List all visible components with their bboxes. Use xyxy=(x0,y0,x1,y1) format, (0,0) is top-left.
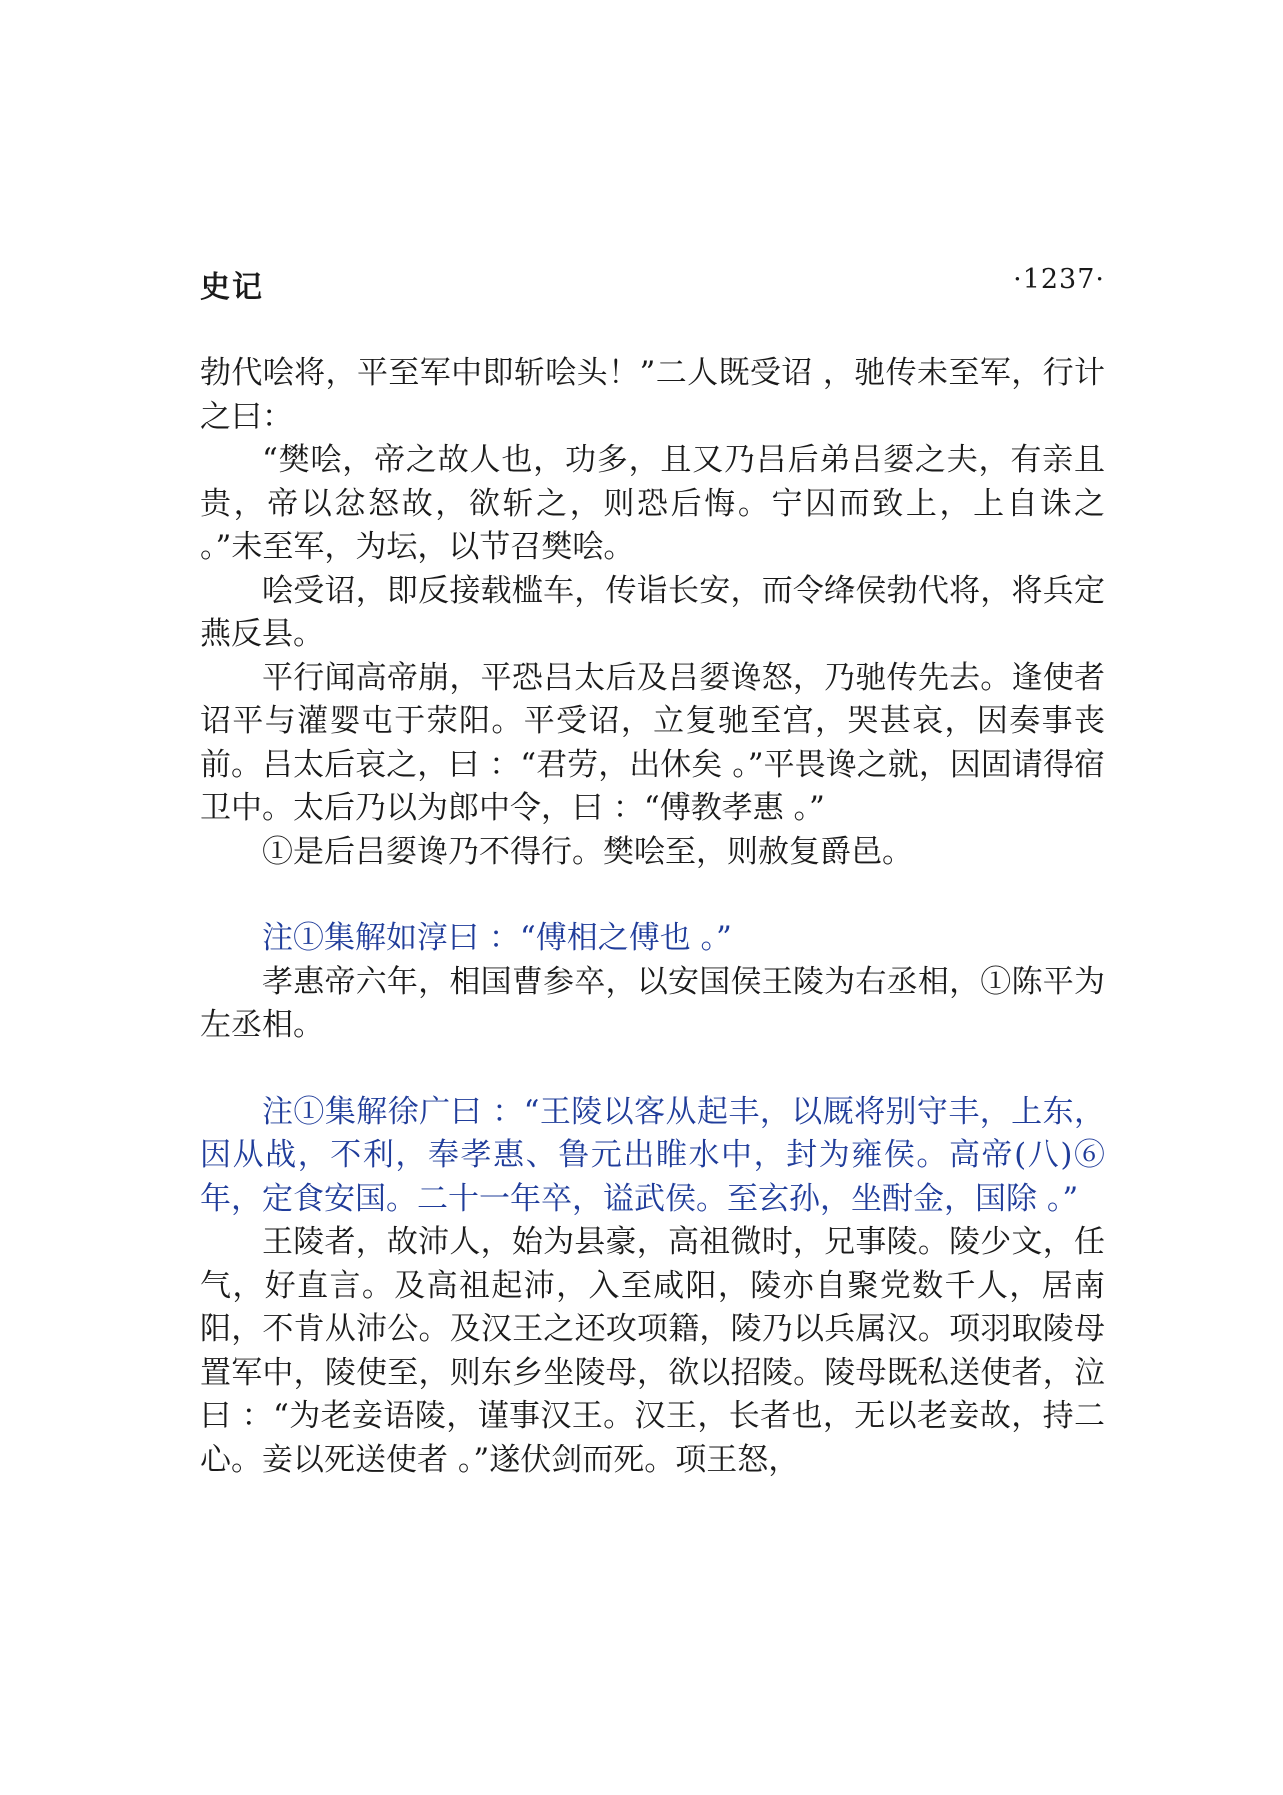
footnote: 注①集解徐广曰 ：“王陵以客从起丰，以厩将别守丰，上东，因从战，不利，奉孝惠、鲁元出睢水中，封为雍侯。高帝(八)⑥年，定食安国。二十一年卒，谥武侯。至玄孙，坐酎金，国除 。” xyxy=(200,1093,1105,1217)
paragraph: ①是后吕媭谗乃不得行。樊哙至，则赦复爵邑。 xyxy=(262,833,913,870)
book-title: 史记 xyxy=(200,270,264,305)
paragraph: 王陵者，故沛人，始为县豪，高祖微时，兄事陵。陵少文，任气，好直言。及高祖起沛，入至咸阳，陵亦自聚党数千人，居南阳，不肯从沛公。及汉王之还攻项籍，陵乃以兵属汉。项羽取陵母置军中，陵使至，则东乡坐陵母，欲以招陵。陵母既私送使者，泣曰 ：“为老妾语陵，谨事汉王。汉王，长者也，无以老妾故，持二心。妾以死送使者 。”遂伏剑而死。项王怒， xyxy=(200,1224,1105,1478)
spacer xyxy=(200,874,1105,917)
footnote: 注①集解如淳曰 ：“傅相之傅也 。” xyxy=(262,920,732,956)
paragraph: 平行闻高帝崩，平恐吕太后及吕媭谗怒，乃驰传先去。逢使者诏平与灌婴屯于荥阳。平受诏，立复驰至宫，哭甚哀，因奏事丧前。吕太后哀之，曰 ：“君劳，出休矣 。”平畏谗之就，因固请得宿卫中。太后乃以为郎中令，曰 ：“傅教孝惠 。” xyxy=(200,659,1105,826)
paragraph: 哙受诏，即反接载槛车，传诣长安，而令绛侯勃代将，将兵定燕反县。 xyxy=(200,572,1105,652)
paragraph: “樊哙，帝之故人也，功多，且又乃吕后弟吕媭之夫，有亲且贵，帝以忿怒故，欲斩之，则恐后悔。宁囚而致上，上自诛之 。”未至军，为坛，以节召樊哙。 xyxy=(200,442,1105,565)
page-body xyxy=(200,352,1105,1482)
spacer xyxy=(200,1048,1105,1091)
paragraph: 勃代哙将，平至军中即斩哙头！”二人既受诏 ，驰传未至军，行计之曰： xyxy=(200,355,1105,435)
page xyxy=(200,262,1105,1482)
page-header xyxy=(200,262,1105,312)
page-number: ·1237· xyxy=(1013,264,1105,295)
paragraph: 孝惠帝六年，相国曹参卒，以安国侯王陵为右丞相，①陈平为左丞相。 xyxy=(200,963,1105,1043)
